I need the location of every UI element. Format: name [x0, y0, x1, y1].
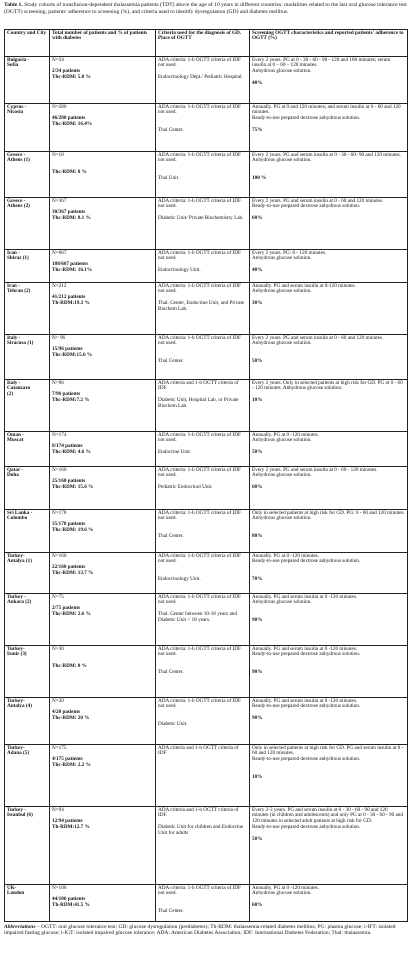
criteria-line: Endocrinology Unit.	[158, 267, 201, 274]
table-row	[5, 335, 408, 380]
country-cell	[5, 467, 50, 510]
country-cell	[5, 885, 50, 922]
screening-line: 40%	[252, 80, 263, 87]
patients-line: N=20	[52, 697, 64, 704]
patients-line: 22/160 patients	[52, 564, 86, 571]
criteria-line: ADA criteria and 1-h OGTT criteria of IDF.	[158, 806, 239, 819]
criteria-line: Thal Center.	[158, 669, 184, 676]
caption-text: Study cohorts of transfusion-dependent thalassemia patients (TDT) above the age of 10 years in different countries: modalities related to the last oral glucose tolerance test (OGTT) screening, patients' adherence to screening (%), and criteria used to identify dysregulation (GD) and diabetes mellitus.	[4, 2, 407, 15]
patients-line: N= 96	[52, 334, 66, 341]
country-line: UK-	[7, 884, 17, 891]
table-row	[5, 104, 408, 152]
screening-cell	[250, 335, 408, 380]
country-line: Sri Lanka -	[7, 509, 33, 516]
screening-line: Anhydrous glucose solution.	[252, 515, 312, 522]
screening-line: 60%	[252, 484, 263, 491]
patients-cell	[50, 807, 156, 885]
patients-line: 4/20 patients	[52, 709, 81, 716]
patients-line: N=160	[52, 552, 67, 559]
country-line: Turkey-	[7, 552, 25, 559]
screening-cell	[250, 432, 408, 467]
table-row	[5, 698, 408, 745]
patients-line: N=106	[52, 884, 67, 891]
screening-line: Ready-to-use prepared dextrose anhydrous solution.	[252, 115, 361, 122]
patients-cell	[50, 745, 156, 807]
country-line: Shiraz (1)	[7, 255, 29, 262]
country-line: Athens (2)	[7, 203, 30, 210]
screening-line: 40%	[252, 267, 263, 274]
country-line: Turkey-	[7, 697, 25, 704]
patients-line: Thc-RDM: 15.6 %	[52, 484, 94, 491]
country-line: Turkey -	[7, 593, 26, 600]
criteria-line: ADA criteria: 1-h OGTT criteria of IDF not used.	[158, 334, 241, 347]
criteria-cell	[156, 885, 250, 922]
country-line: Bulgaria -	[7, 56, 30, 63]
screening-line: Annually. PG at 0 -120 minutes.	[252, 552, 319, 559]
country-line: Tehran (2)	[7, 288, 31, 295]
screening-cell	[250, 57, 408, 104]
screening-cell	[250, 198, 408, 250]
screening-line: Every 2 years. PG and serum insulin at 0 - 60 and 120 minutes.	[252, 334, 384, 341]
screening-line: Anhydrous glucose solution.	[252, 599, 312, 606]
country-line: Colombo	[7, 515, 28, 522]
criteria-cell	[156, 646, 250, 698]
table-row	[5, 594, 408, 646]
criteria-line: ADA criteria: 1-h OGTT criteria of IDF not used.	[158, 282, 241, 295]
criteria-line: ADA criteria: 1-h OGTT criteria of IDF not used.	[158, 552, 241, 565]
criteria-line: ADA criteria: 1-h OGTT criteria of IDF not used.	[158, 593, 241, 606]
country-cell	[5, 152, 50, 198]
screening-line: 100 %	[252, 175, 267, 182]
patients-line: Thc-RDM: 16.4%	[52, 121, 93, 128]
country-line: Turkey-	[7, 744, 25, 751]
header-patients: Total number of patients and % of patients with diabetes	[50, 30, 156, 57]
criteria-line: ADA criteria: 1-h OGTT criteria of IDF not used.	[158, 431, 241, 444]
screening-line: 90%	[252, 669, 263, 676]
patients-line: 25/160 patients	[52, 478, 86, 485]
screening-cell	[250, 553, 408, 594]
screening-line: Annually. PG and serum insulin at 0 -120 minutes.	[252, 593, 358, 600]
screening-line: Anhydrous glucose solution.	[252, 288, 312, 295]
patients-line: Thc-RDM: 0 %	[52, 663, 87, 670]
country-cell	[5, 698, 50, 745]
country-cell	[5, 335, 50, 380]
screening-line: Ready-to-use prepared dextrose anhydrous solution.	[252, 756, 361, 763]
screening-cell	[250, 594, 408, 646]
patients-line: Thc-RDM: 13.7 %	[52, 570, 94, 577]
patients-line: N=280	[52, 103, 67, 110]
country-line: Iran -	[7, 282, 20, 289]
country-line: Italy -	[7, 379, 21, 386]
table-row	[5, 250, 408, 283]
screening-cell	[250, 250, 408, 283]
criteria-line: ADA criteria: 1-h OGTT criteria of IDF not used.	[158, 56, 241, 69]
header-screening: Screening OGTT characteristics and reported patients' adherence to OGTT (%)	[250, 30, 408, 57]
screening-line: Anhydrous glucose solution.	[252, 472, 312, 479]
screening-cell	[250, 152, 408, 198]
screening-line: Ready-to-use prepared dextrose anhydrous solution.	[252, 651, 361, 658]
patients-line: N=367	[52, 197, 67, 204]
criteria-line: Thal Unit.	[158, 175, 180, 182]
country-line: Siracusa (1)	[7, 340, 34, 347]
patients-line: 41/212 patients	[52, 294, 86, 301]
country-line: Doha	[7, 472, 19, 479]
patients-cell	[50, 283, 156, 335]
patients-cell	[50, 152, 156, 198]
country-cell	[5, 432, 50, 467]
patients-line: N=96	[52, 379, 64, 386]
screening-line: Every 2 years. PG: 0 - 120 minutes.	[252, 249, 327, 256]
patients-line: Thc-RDM: 20 %	[52, 715, 90, 722]
screening-cell	[250, 807, 408, 885]
criteria-line: Endocrinology Dept./ Pediatric Hospital.	[158, 74, 243, 81]
criteria-line: Endocrinology Unit.	[158, 576, 201, 583]
screening-line: Annually. PG at 0 -120 minutes.	[252, 884, 319, 891]
country-line: Greece -	[7, 151, 26, 158]
patients-line: 15/96 patients	[52, 346, 83, 353]
patients-line: Thc-RDM: 2.2 %	[52, 762, 91, 769]
country-line: London	[7, 890, 25, 897]
screening-cell	[250, 698, 408, 745]
patients-line: Thc-RDM:15.6 %	[52, 352, 93, 359]
criteria-cell	[156, 467, 250, 510]
criteria-line: Diabetic Unit, Hospital Lab, or Private Biochem Lab.	[158, 397, 239, 410]
country-line: Muscat	[7, 437, 24, 444]
criteria-line: ADA criteria: 1-h OGTT criteria of IDF not used.	[158, 697, 241, 710]
criteria-cell	[156, 57, 250, 104]
criteria-line: Thal. Center between 10-18 years and Diabetic Unit > 18 years.	[158, 611, 237, 624]
cohort-table	[4, 29, 408, 922]
patients-cell	[50, 646, 156, 698]
patients-line: 7/96 patients	[52, 391, 81, 398]
screening-line: 90%	[252, 715, 263, 722]
screening-cell	[250, 885, 408, 922]
table-row	[5, 283, 408, 335]
screening-line: 50%	[252, 449, 263, 456]
patients-line: N=10	[52, 151, 64, 158]
country-cell	[5, 250, 50, 283]
screening-cell	[250, 646, 408, 698]
country-cell	[5, 380, 50, 432]
country-line: Iran -	[7, 249, 20, 256]
table-body	[5, 57, 408, 922]
criteria-line: Thal Center.	[158, 127, 184, 134]
screening-line: 10%	[252, 397, 263, 404]
country-line: Izmir (3)	[7, 651, 27, 658]
screening-line: 50%	[252, 358, 263, 365]
screening-line: Ready-to-use prepared dextrose anhydrous solution.	[252, 203, 361, 210]
patients-line: N=667	[52, 249, 67, 256]
screening-line: Every 2 years. PG and serum insulin at 0 - 60 - 120 minutes.	[252, 466, 378, 473]
patients-cell	[50, 335, 156, 380]
country-line: Qatar -	[7, 466, 24, 473]
criteria-line: Thal Center.	[158, 908, 184, 915]
criteria-cell	[156, 553, 250, 594]
patients-line: N=34	[52, 56, 64, 63]
criteria-cell	[156, 335, 250, 380]
country-line: Ankara (2)	[7, 599, 32, 606]
table-row	[5, 807, 408, 885]
country-cell	[5, 646, 50, 698]
table-header-row	[5, 30, 408, 57]
criteria-line: ADA criteria and 1-h OGTT criteria of IDF	[158, 744, 239, 757]
patients-line: N=94	[52, 806, 64, 813]
criteria-cell	[156, 510, 250, 553]
criteria-line: Thal. Center, Endocrine Unit, and Private Biochem Lab.	[158, 300, 245, 313]
patients-cell	[50, 885, 156, 922]
table-row	[5, 745, 408, 807]
patients-line: 108/667 patients	[52, 261, 88, 268]
criteria-line: Diabetic Unit.	[158, 721, 188, 728]
header-country: Country and City	[5, 30, 50, 57]
screening-line: 60%	[252, 215, 263, 222]
country-line: Adana (5)	[7, 750, 30, 757]
screening-line: Every 2 years. PG and serum insulin at 0 - 60 and 120 minutes.	[252, 197, 384, 204]
screening-line: Anhydrous glucose solution.	[252, 255, 312, 262]
criteria-cell	[156, 283, 250, 335]
country-cell	[5, 807, 50, 885]
screening-line: Only in selected patients at high risk for GD. PG: 0 - 60 and 120 minutes.	[252, 509, 405, 516]
patients-line: N=30	[52, 645, 64, 652]
patients-line: Thc-RDM: 16.1%	[52, 267, 93, 274]
screening-cell	[250, 510, 408, 553]
screening-line: Only in selected patients at high risk for GD. PG and serum insulin at 0 - 60 and 120 minutes.	[252, 744, 404, 757]
patients-line: 46/280 patients	[52, 115, 86, 122]
screening-line: Anhydrous glucose solution.	[252, 157, 312, 164]
country-line: Greece -	[7, 197, 26, 204]
patients-line: Thc-RDM: 5.8 %	[52, 74, 91, 81]
table-row	[5, 510, 408, 553]
criteria-cell	[156, 807, 250, 885]
screening-line: Annually. PG at 0 -120 minutes.	[252, 431, 319, 438]
table-row	[5, 646, 408, 698]
screening-line: Anhydrous glucose solution.	[252, 68, 312, 75]
patients-line: N=212	[52, 282, 67, 289]
patients-line: 4/175 patients	[52, 756, 83, 763]
table-row	[5, 885, 408, 922]
table-row	[5, 380, 408, 432]
table-row	[5, 553, 408, 594]
criteria-line: ADA criteria: 1-h OGTT criteria of IDF not used.	[158, 197, 241, 210]
patients-line: N=75	[52, 593, 64, 600]
criteria-line: Pediatric Endocrinol Unit.	[158, 484, 213, 491]
country-line: Antalya (4)	[7, 703, 32, 710]
table-row	[5, 467, 408, 510]
criteria-line: Diabetic Unit for children and Endocrine Unit for adults	[158, 824, 244, 837]
patients-line: Th-RDM:12.7 %	[52, 824, 90, 831]
criteria-cell	[156, 594, 250, 646]
screening-line: 70%	[252, 576, 263, 583]
patients-line: N=174	[52, 431, 67, 438]
patients-line: Thc-RDM: 19.6 %	[52, 527, 94, 534]
screening-line: Every 2 years. Only in selected patients at high risk for GD. PG at 0 - 60 - 120 minutes. Anhydrous glucose solution.	[252, 379, 403, 392]
country-cell	[5, 57, 50, 104]
criteria-line: ADA criteria: 1-h OGTT criteria of IDF not used.	[158, 151, 241, 164]
screening-cell	[250, 467, 408, 510]
patients-line: Th-RDM:19.3 %	[52, 300, 90, 307]
country-line: Turkey -	[7, 806, 26, 813]
criteria-cell	[156, 380, 250, 432]
screening-cell	[250, 283, 408, 335]
table-row	[5, 57, 408, 104]
screening-line: Annually. PG at 0 and 120 minutes; and serum insulin at 0 - 60 and 120 minutes.	[252, 103, 401, 116]
patients-cell	[50, 380, 156, 432]
patients-line: 12/94 patients	[52, 818, 83, 825]
country-line: Catanzaro	[7, 385, 31, 392]
country-line: Istanbul (6)	[7, 812, 33, 819]
patients-line: 44/106 patients	[52, 896, 86, 903]
patients-cell	[50, 250, 156, 283]
screening-line: Anhydrous glucose solution.	[252, 890, 312, 897]
country-cell	[5, 510, 50, 553]
criteria-line: Diabetic Unit/ Private Biochemistry Lab.	[158, 215, 244, 222]
criteria-line: ADA criteria: 1-h OGTT criteria of IDF not used.	[158, 509, 241, 522]
patients-cell	[50, 510, 156, 553]
criteria-cell	[156, 745, 250, 807]
screening-line: Ready-to-use prepared dextrose anhydrous solution.	[252, 703, 361, 710]
criteria-cell	[156, 698, 250, 745]
patients-line: 2/34 patients	[52, 68, 81, 75]
patients-line: N=160	[52, 466, 67, 473]
patients-cell	[50, 553, 156, 594]
patients-line: Thc-RDM: 2.6 %	[52, 611, 91, 618]
screening-cell	[250, 380, 408, 432]
screening-line: 10%	[252, 774, 263, 780]
patients-cell	[50, 198, 156, 250]
country-cell	[5, 104, 50, 152]
screening-line: Anhydrous glucose solution.	[252, 340, 312, 347]
footnote-text: – OGTT: oral glucose tolerance test; GD: glucose dysregulation (prediabetes); Th-RDM: thalassemia-related diabetes mellitus; PG: plasma glucose; i-IFT: isolated impaired fasting glucose; i-IGT: isolated impaired glucose tolerance; ADA: American Diabetes Association; IDF: International Diabetes Federation; Thal: thalassemia.	[4, 924, 396, 937]
footnote-label: Abbreviations	[4, 924, 36, 930]
patients-line: N=178	[52, 509, 67, 516]
country-line: Oman -	[7, 431, 24, 438]
patients-line: 8/174 patients	[52, 443, 83, 450]
country-cell	[5, 283, 50, 335]
country-cell	[5, 745, 50, 807]
criteria-line: Thal Center.	[158, 533, 184, 540]
screening-line: Annually. PG and serum insulin at 0 -120 minutes.	[252, 697, 358, 704]
screening-line: 75%	[252, 127, 263, 134]
patients-cell	[50, 594, 156, 646]
criteria-cell	[156, 432, 250, 467]
screening-line: Every 2-3 years. PG and serum insulin at 0 - 30 - 60 - 90 and 120 minutes (in children and adolescents) and only PG at 0 - 30 - 60 - 90 and 120 minutes in selected adult patients at high risk for GD.	[252, 806, 403, 825]
country-line: Athens (1)	[7, 157, 30, 164]
screening-cell	[250, 104, 408, 152]
table-row	[5, 198, 408, 250]
criteria-line: ADA criteria: 1-h OGTT criteria of IDF not used.	[158, 103, 241, 116]
patients-line: 30/367 patients	[52, 209, 86, 216]
patients-cell	[50, 57, 156, 104]
patients-line: Thc-RDM: 4.6 %	[52, 449, 91, 456]
country-line: Italy -	[7, 334, 21, 341]
criteria-line: ADA criteria: 1-h OGTT criteria of IDF not used.	[158, 645, 241, 658]
country-line: Sofia	[7, 62, 19, 69]
patients-line: Thc-RDM: 8.1 %	[52, 215, 91, 222]
screening-line: 90%	[252, 617, 263, 624]
country-line: Cyprus -	[7, 103, 27, 110]
patients-line: 2/75 patients	[52, 605, 81, 612]
patients-line: N=175	[52, 744, 67, 751]
criteria-cell	[156, 152, 250, 198]
screening-line: Annually. PG and serum insulin at 0 -120 minutes.	[252, 645, 358, 652]
criteria-line: ADA criteria: 1-h OGTT criteria of IDF not used.	[158, 249, 241, 262]
criteria-cell	[156, 104, 250, 152]
patients-line: Thc-RDM:7.2 %	[52, 397, 90, 404]
patients-cell	[50, 432, 156, 467]
screening-line: 60%	[252, 902, 263, 909]
caption-label: Table 1.	[4, 2, 23, 8]
criteria-line: Thal Center.	[158, 358, 184, 365]
screening-line: Ready-to-use prepared dextrose anhydrous solution.	[252, 558, 361, 565]
patients-cell	[50, 104, 156, 152]
country-cell	[5, 553, 50, 594]
screening-line: 50%	[252, 836, 263, 843]
patients-line: Thc-RDM: 0 %	[52, 169, 87, 176]
criteria-cell	[156, 198, 250, 250]
criteria-line: ADA criteria: 1-h OGTT criteria of IDF not used.	[158, 466, 241, 479]
criteria-line: Endocrine Unit.	[158, 449, 192, 456]
country-line: Antalya (1)	[7, 558, 32, 565]
table-caption	[4, 2, 408, 15]
criteria-line: ADA criteria and 1-h OGTT criteria of IDF.	[158, 379, 239, 392]
patients-line: Th-RDM:41.5 %	[52, 902, 90, 909]
country-cell	[5, 594, 50, 646]
screening-cell	[250, 745, 408, 807]
screening-line: Anhydrous glucose solution.	[252, 437, 312, 444]
patients-cell	[50, 467, 156, 510]
country-line: Turkey-	[7, 645, 25, 652]
patients-cell	[50, 698, 156, 745]
criteria-cell	[156, 250, 250, 283]
table-row	[5, 432, 408, 467]
screening-line: 30%	[252, 300, 263, 307]
screening-line: Every 2 years. PG at 0 - 30 - 60 - 90 - 120 and 180 minutes; serum insulin at 0 – 60 – 120 minutes.	[252, 56, 391, 69]
screening-line: Ready-to-use prepared dextrose anhydrous solution.	[252, 824, 361, 831]
country-cell	[5, 198, 50, 250]
table-row	[5, 152, 408, 198]
header-criteria: Criteria used for the diagnosis of GD. Place of OGTT	[156, 30, 250, 57]
screening-line: 80%	[252, 533, 263, 540]
criteria-line: ADA criteria: 1-h OGTT criteria of IDF not used.	[158, 884, 241, 897]
patients-line: 35/178 patients	[52, 521, 86, 528]
abbreviations-footnote	[4, 924, 408, 937]
screening-line: Every 2 years. PG and serum insulin at 0 - 30 - 60- 90 and 120 minutes.	[252, 151, 401, 158]
country-line: (2)	[7, 391, 14, 398]
screening-line: Annually. PG and serum insulin at 0-120 minutes.	[252, 282, 356, 289]
country-line: Nicosia	[7, 109, 24, 116]
